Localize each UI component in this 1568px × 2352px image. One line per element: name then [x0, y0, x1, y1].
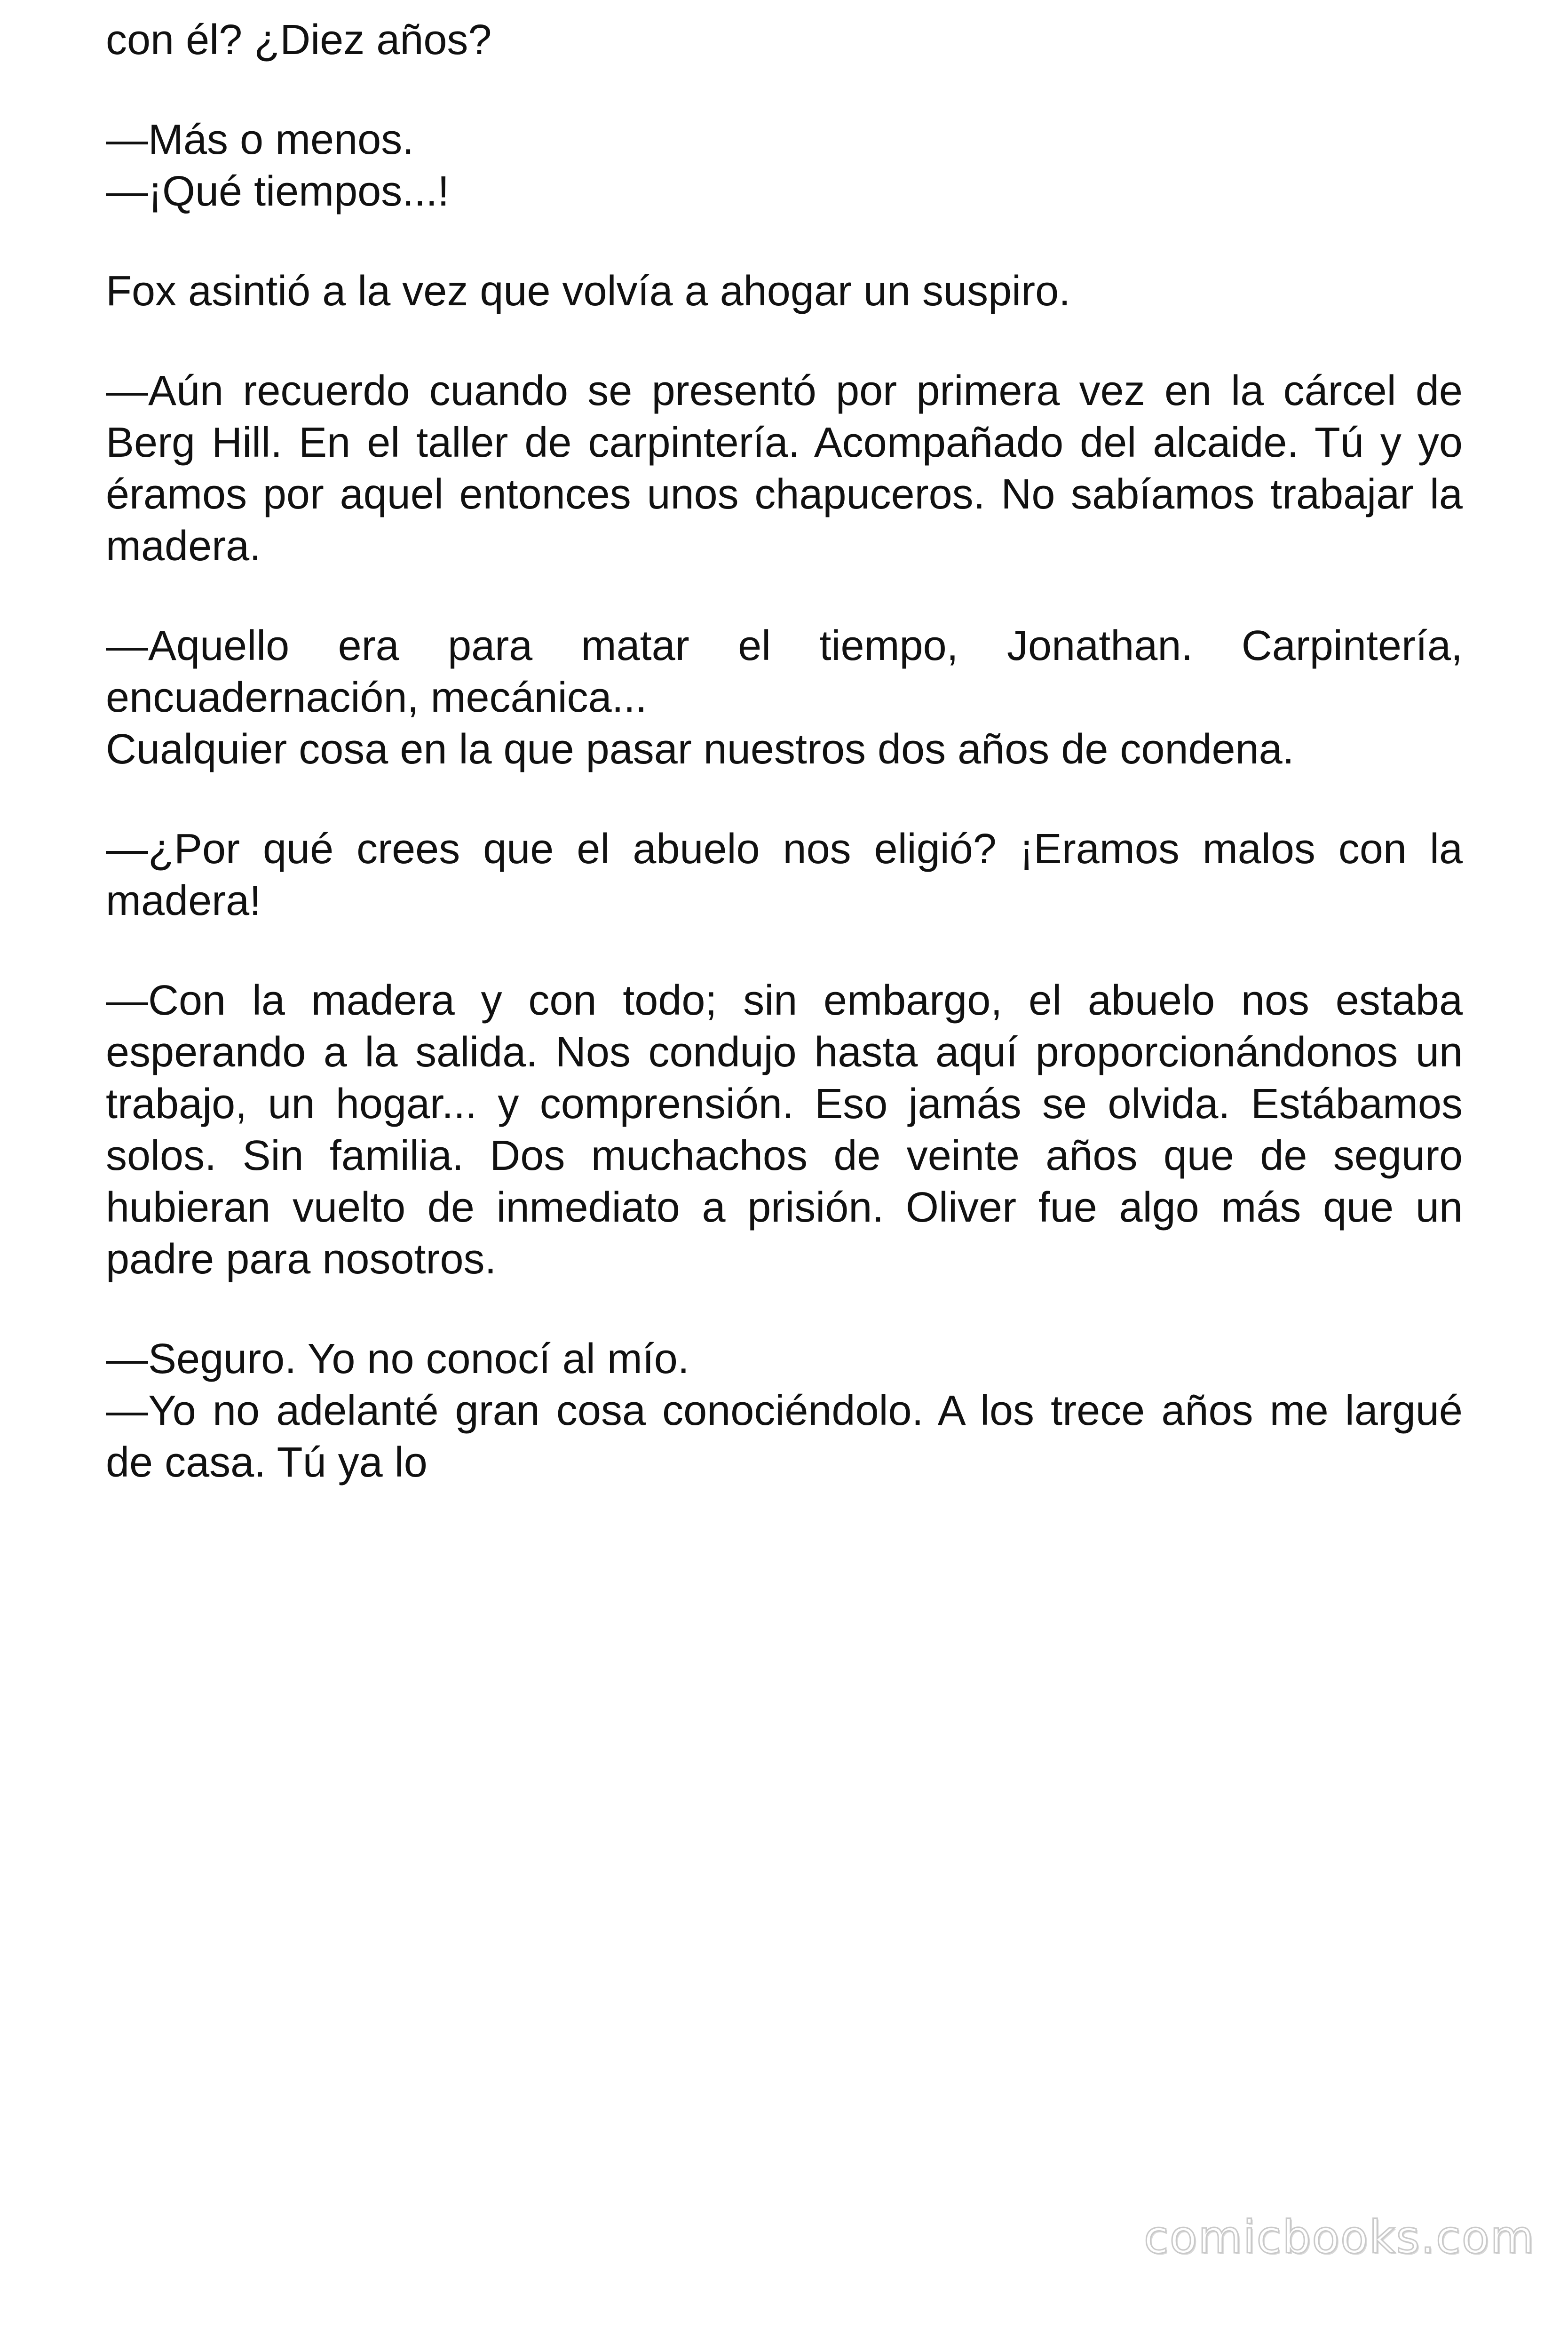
watermark-logo: comicbooks.com [1143, 2211, 1535, 2264]
text-line: Cualquier cosa en la que pasar nuestros dos años de condena. [106, 726, 1294, 773]
text-line: —Con la madera y con todo; sin embargo, el abuelo nos estaba esperando a la salida. Nos condujo hasta aquí proporcionándonos un trabajo, un hogar... y comprensión. Eso jamás se olvida. Estábamos solos. Sin familia. Dos muchachos de veinte años que de seguro hubieran vuelto de inmediato a prisión. Oliver fue algo más que un padre para nosotros. [106, 977, 1463, 1283]
text-line: con él? ¿Diez años? [106, 16, 492, 64]
paragraph [106, 823, 1463, 927]
paragraph [106, 265, 1463, 317]
text-line: —¿Por qué crees que el abuelo nos eligió? ¡Eramos malos con la madera! [106, 826, 1463, 924]
paragraph [106, 365, 1463, 572]
paragraph [106, 620, 1463, 775]
paragraph [106, 1333, 1463, 1488]
text-line: Fox asintió a la vez que volvía a ahogar un suspiro. [106, 268, 1071, 315]
body-text [106, 14, 1463, 1488]
text-line: —Aquello era para matar el tiempo, Jonathan. Carpintería, encuadernación, mecánica... [106, 622, 1463, 721]
text-line: —Seguro. Yo no conocí al mío. [106, 1335, 689, 1383]
paragraph [106, 114, 1463, 217]
text-line: —Aún recuerdo cuando se presentó por primera vez en la cárcel de Berg Hill. En el taller de carpintería. Acompañado del alcaide. Tú y yo éramos por aquel entonces unos chapuceros. No sabíamos trabajar la madera. [106, 367, 1463, 570]
paragraph [106, 975, 1463, 1285]
text-line: —Más o menos. [106, 116, 414, 163]
paragraph [106, 14, 1463, 66]
text-line: —Yo no adelanté gran cosa conociéndolo. A los trece años me largué de casa. Tú ya lo [106, 1387, 1463, 1486]
text-line: —¡Qué tiempos...! [106, 168, 450, 215]
